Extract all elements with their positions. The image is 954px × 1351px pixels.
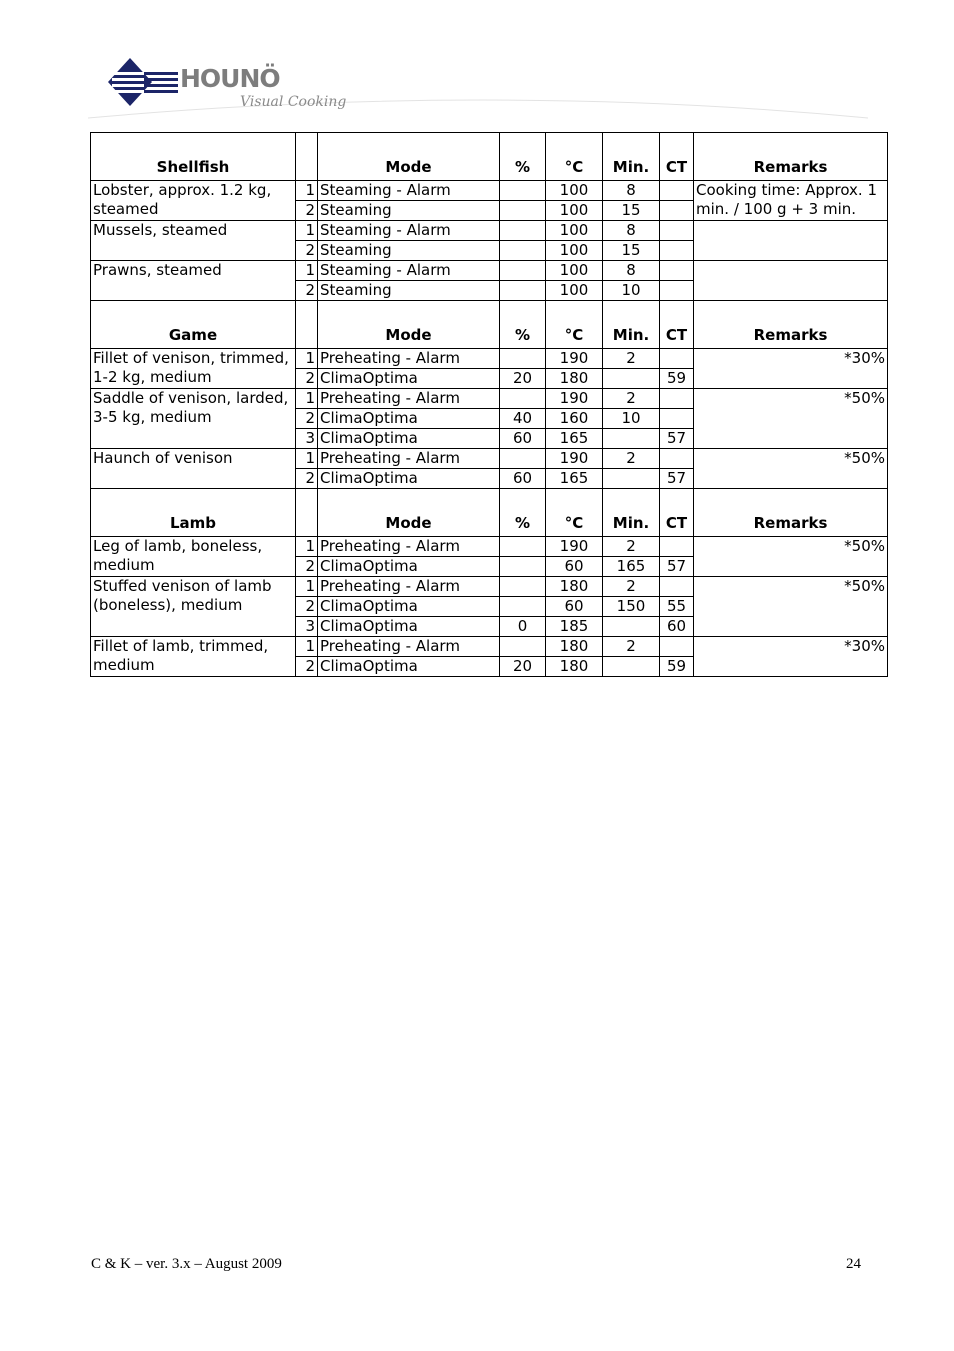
minutes <box>603 657 660 677</box>
minutes: 8 <box>603 261 660 281</box>
cooking-mode: Steaming <box>318 281 500 301</box>
remarks <box>694 221 888 261</box>
dish-name: Prawns, steamed <box>91 261 296 301</box>
cooking-mode: ClimaOptima <box>318 657 500 677</box>
temperature-header: °C <box>546 133 603 181</box>
dish-name: Lobster, approx. 1.2 kg, steamed <box>91 181 296 221</box>
cooking-mode: ClimaOptima <box>318 429 500 449</box>
minutes <box>603 617 660 637</box>
minutes-header: Min. <box>603 133 660 181</box>
core-temperature: 55 <box>660 597 694 617</box>
core-temperature <box>660 577 694 597</box>
remarks: *50% <box>694 389 888 449</box>
core-temperature <box>660 637 694 657</box>
temperature: 100 <box>546 221 603 241</box>
section-header-row <box>91 133 888 181</box>
minutes: 8 <box>603 181 660 201</box>
dish-name: Fillet of lamb, trimmed, medium <box>91 637 296 677</box>
temperature: 60 <box>546 557 603 577</box>
cooking-mode: Steaming - Alarm <box>318 261 500 281</box>
temperature: 160 <box>546 409 603 429</box>
step-number: 2 <box>296 281 318 301</box>
cooking-mode: Preheating - Alarm <box>318 637 500 657</box>
table-row <box>91 637 888 657</box>
mode-header: Mode <box>318 489 500 537</box>
step-header <box>296 301 318 349</box>
temperature: 190 <box>546 537 603 557</box>
minutes: 2 <box>603 537 660 557</box>
brand-name: HOUNÖ <box>180 64 280 93</box>
dish-name: Saddle of venison, larded, 3-5 kg, medium <box>91 389 296 449</box>
temperature: 180 <box>546 637 603 657</box>
temperature: 100 <box>546 241 603 261</box>
cooking-table <box>90 132 888 677</box>
core-temperature <box>660 389 694 409</box>
step-header <box>296 133 318 181</box>
cooking-mode: Preheating - Alarm <box>318 389 500 409</box>
humidity-percent <box>500 281 546 301</box>
table-row <box>91 577 888 597</box>
humidity-percent <box>500 261 546 281</box>
step-number: 1 <box>296 181 318 201</box>
core-temperature <box>660 537 694 557</box>
core-temperature <box>660 181 694 201</box>
page-header <box>88 52 878 122</box>
temperature-header: °C <box>546 301 603 349</box>
remarks: *50% <box>694 537 888 577</box>
temperature: 100 <box>546 201 603 221</box>
section-header-row <box>91 489 888 537</box>
humidity-percent: 60 <box>500 469 546 489</box>
step-number: 3 <box>296 429 318 449</box>
core-temperature: 57 <box>660 429 694 449</box>
mode-header: Mode <box>318 133 500 181</box>
temperature: 180 <box>546 577 603 597</box>
temperature: 190 <box>546 389 603 409</box>
table-row <box>91 261 888 281</box>
remarks-header: Remarks <box>694 301 888 349</box>
minutes: 15 <box>603 201 660 221</box>
remarks: Cooking time: Approx. 1 min. / 100 g + 3 min. <box>694 181 888 221</box>
cooking-mode: ClimaOptima <box>318 557 500 577</box>
cooking-mode: Preheating - Alarm <box>318 537 500 557</box>
minutes <box>603 469 660 489</box>
step-number: 3 <box>296 617 318 637</box>
humidity-percent: 0 <box>500 617 546 637</box>
core-temperature: 59 <box>660 369 694 389</box>
cooking-mode: Steaming - Alarm <box>318 181 500 201</box>
step-number: 2 <box>296 241 318 261</box>
section-title: Game <box>91 301 296 349</box>
minutes: 2 <box>603 637 660 657</box>
humidity-percent <box>500 181 546 201</box>
cooking-mode: ClimaOptima <box>318 469 500 489</box>
humidity-percent <box>500 577 546 597</box>
core-temperature: 59 <box>660 657 694 677</box>
temperature: 100 <box>546 261 603 281</box>
humidity-percent <box>500 349 546 369</box>
humidity-percent <box>500 241 546 261</box>
mode-header: Mode <box>318 301 500 349</box>
cooking-mode: Steaming <box>318 201 500 221</box>
section-title: Lamb <box>91 489 296 537</box>
core-temperature <box>660 261 694 281</box>
humidity-percent: 40 <box>500 409 546 429</box>
core-temperature <box>660 201 694 221</box>
minutes: 150 <box>603 597 660 617</box>
step-number: 1 <box>296 349 318 369</box>
dish-name: Fillet of venison, trimmed, 1-2 kg, medium <box>91 349 296 389</box>
table-row <box>91 537 888 557</box>
remarks-header: Remarks <box>694 133 888 181</box>
core-temperature: 57 <box>660 469 694 489</box>
step-number: 1 <box>296 577 318 597</box>
temperature: 185 <box>546 617 603 637</box>
step-header <box>296 489 318 537</box>
step-number: 2 <box>296 469 318 489</box>
dish-name: Haunch of venison <box>91 449 296 489</box>
temperature: 190 <box>546 349 603 369</box>
core-temp-header: CT <box>660 489 694 537</box>
cooking-mode: Steaming <box>318 241 500 261</box>
humidity-percent: 20 <box>500 657 546 677</box>
table-row <box>91 181 888 201</box>
humidity-percent <box>500 637 546 657</box>
step-number: 2 <box>296 201 318 221</box>
remarks-header: Remarks <box>694 489 888 537</box>
core-temp-header: CT <box>660 133 694 181</box>
core-temperature <box>660 281 694 301</box>
table-row <box>91 221 888 241</box>
step-number: 1 <box>296 261 318 281</box>
humidity-percent <box>500 597 546 617</box>
minutes: 8 <box>603 221 660 241</box>
minutes: 2 <box>603 449 660 469</box>
step-number: 2 <box>296 557 318 577</box>
section-header-row <box>91 301 888 349</box>
minutes: 2 <box>603 349 660 369</box>
step-number: 1 <box>296 389 318 409</box>
temperature-header: °C <box>546 489 603 537</box>
temperature: 60 <box>546 597 603 617</box>
minutes <box>603 429 660 449</box>
core-temperature <box>660 241 694 261</box>
table-row <box>91 349 888 369</box>
minutes: 10 <box>603 281 660 301</box>
core-temperature <box>660 221 694 241</box>
cooking-mode: ClimaOptima <box>318 409 500 429</box>
footer-version: C & K – ver. 3.x – August 2009 <box>91 1256 282 1272</box>
footer-page-number: 24 <box>846 1256 861 1272</box>
temperature: 165 <box>546 429 603 449</box>
humidity-percent: 20 <box>500 369 546 389</box>
minutes-header: Min. <box>603 489 660 537</box>
cooking-mode: ClimaOptima <box>318 617 500 637</box>
step-number: 2 <box>296 409 318 429</box>
minutes <box>603 369 660 389</box>
cooking-mode: ClimaOptima <box>318 369 500 389</box>
remarks <box>694 261 888 301</box>
percent-header: % <box>500 489 546 537</box>
core-temperature <box>660 449 694 469</box>
core-temperature <box>660 409 694 429</box>
temperature: 180 <box>546 657 603 677</box>
temperature: 100 <box>546 181 603 201</box>
remarks: *50% <box>694 577 888 637</box>
temperature: 180 <box>546 369 603 389</box>
step-number: 1 <box>296 637 318 657</box>
humidity-percent: 60 <box>500 429 546 449</box>
table-row <box>91 449 888 469</box>
dish-name: Leg of lamb, boneless, medium <box>91 537 296 577</box>
step-number: 1 <box>296 537 318 557</box>
step-number: 1 <box>296 449 318 469</box>
minutes: 165 <box>603 557 660 577</box>
dish-name: Stuffed venison of lamb (boneless), medium <box>91 577 296 637</box>
core-temperature: 57 <box>660 557 694 577</box>
cooking-mode: Preheating - Alarm <box>318 577 500 597</box>
humidity-percent <box>500 557 546 577</box>
remarks: *50% <box>694 449 888 489</box>
core-temperature <box>660 349 694 369</box>
humidity-percent <box>500 537 546 557</box>
dish-name: Mussels, steamed <box>91 221 296 261</box>
humidity-percent <box>500 449 546 469</box>
temperature: 190 <box>546 449 603 469</box>
brand-tagline: Visual Cooking <box>240 94 347 110</box>
table-row <box>91 389 888 409</box>
core-temperature: 60 <box>660 617 694 637</box>
minutes: 2 <box>603 389 660 409</box>
temperature: 100 <box>546 281 603 301</box>
remarks: *30% <box>694 637 888 677</box>
temperature: 165 <box>546 469 603 489</box>
cooking-mode: Steaming - Alarm <box>318 221 500 241</box>
minutes: 15 <box>603 241 660 261</box>
percent-header: % <box>500 301 546 349</box>
step-number: 2 <box>296 369 318 389</box>
cooking-mode: Preheating - Alarm <box>318 449 500 469</box>
remarks: *30% <box>694 349 888 389</box>
humidity-percent <box>500 201 546 221</box>
cooking-mode: ClimaOptima <box>318 597 500 617</box>
humidity-percent <box>500 221 546 241</box>
cooking-mode: Preheating - Alarm <box>318 349 500 369</box>
step-number: 1 <box>296 221 318 241</box>
minutes: 10 <box>603 409 660 429</box>
minutes: 2 <box>603 577 660 597</box>
step-number: 2 <box>296 597 318 617</box>
core-temp-header: CT <box>660 301 694 349</box>
minutes-header: Min. <box>603 301 660 349</box>
percent-header: % <box>500 133 546 181</box>
humidity-percent <box>500 389 546 409</box>
step-number: 2 <box>296 657 318 677</box>
section-title: Shellfish <box>91 133 296 181</box>
